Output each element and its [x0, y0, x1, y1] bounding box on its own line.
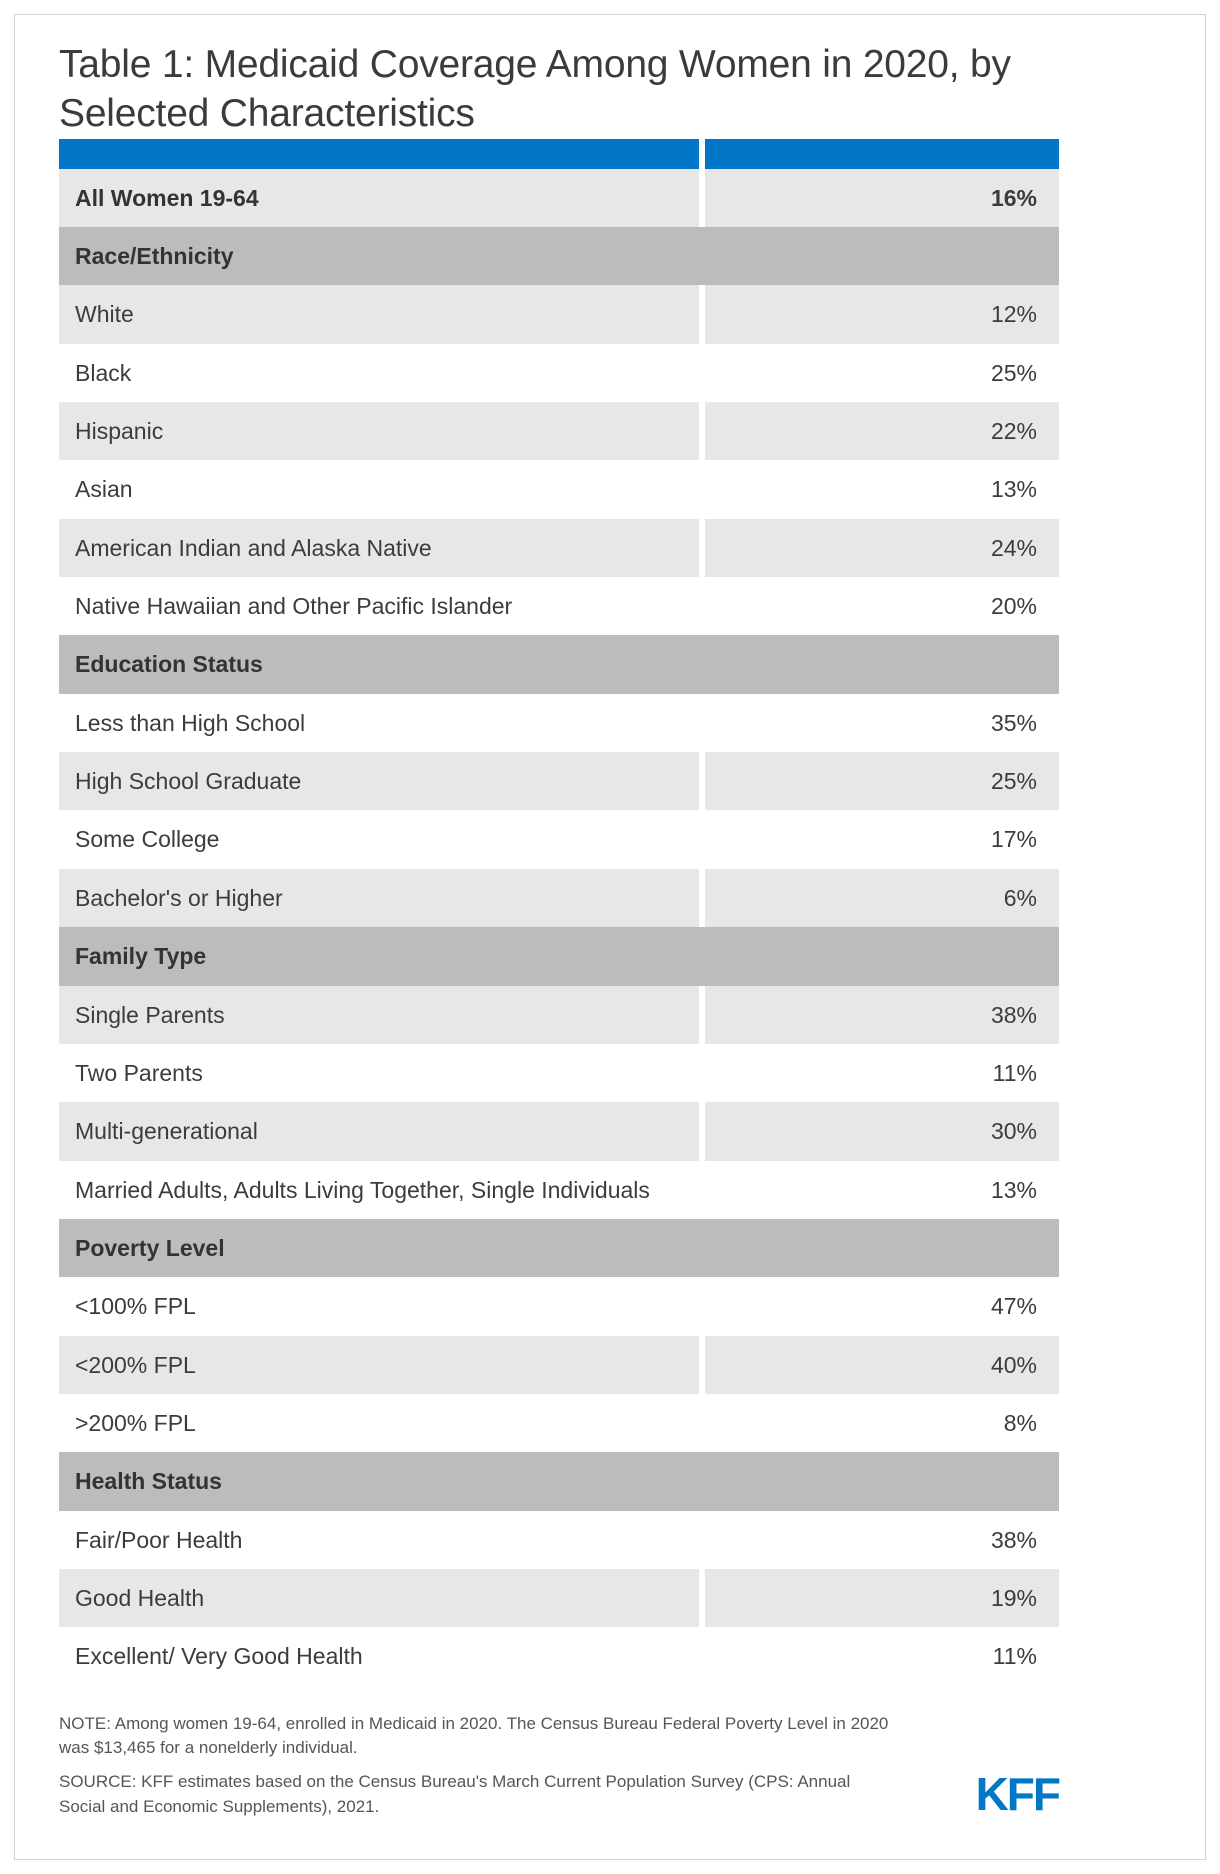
- row-label: Asian: [59, 460, 699, 518]
- table-row: [59, 460, 1059, 518]
- table-row: [59, 519, 1059, 577]
- row-value: 25%: [705, 344, 1059, 402]
- table-row: [59, 1044, 1059, 1102]
- table-row: [59, 1569, 1059, 1627]
- row-value: 17%: [705, 810, 1059, 868]
- row-label: Health Status: [59, 1452, 699, 1510]
- row-label: Good Health: [59, 1569, 699, 1627]
- row-label: Married Adults, Adults Living Together, Single Individuals: [59, 1161, 699, 1219]
- row-value: [705, 1452, 1059, 1510]
- row-value: 13%: [705, 1161, 1059, 1219]
- row-label: Hispanic: [59, 402, 699, 460]
- row-label: High School Graduate: [59, 752, 699, 810]
- table-row: [59, 577, 1059, 635]
- row-label: <200% FPL: [59, 1336, 699, 1394]
- table-section-header: [59, 635, 1059, 693]
- row-value: 40%: [705, 1336, 1059, 1394]
- row-value: 20%: [705, 577, 1059, 635]
- table-section-header: [59, 227, 1059, 285]
- row-label: Family Type: [59, 927, 699, 985]
- row-label: American Indian and Alaska Native: [59, 519, 699, 577]
- table-section-header: [59, 1219, 1059, 1277]
- table-row: [59, 169, 1059, 227]
- row-value: [705, 927, 1059, 985]
- table-row: [59, 694, 1059, 752]
- table-row: [59, 1336, 1059, 1394]
- table-row: [59, 344, 1059, 402]
- row-value: 30%: [705, 1102, 1059, 1160]
- header-label-column: [59, 139, 699, 169]
- row-label: Two Parents: [59, 1044, 699, 1102]
- row-value: 11%: [705, 1044, 1059, 1102]
- data-table: [59, 139, 1059, 1686]
- row-label: Fair/Poor Health: [59, 1511, 699, 1569]
- row-label: Education Status: [59, 635, 699, 693]
- table-row: [59, 869, 1059, 927]
- row-label: Excellent/ Very Good Health: [59, 1627, 699, 1685]
- page-title: Table 1: Medicaid Coverage Among Women in 2020, by Selected Characteristics: [59, 43, 1011, 135]
- row-value: 38%: [705, 986, 1059, 1044]
- row-value: 38%: [705, 1511, 1059, 1569]
- footnotes: [59, 1712, 899, 1820]
- row-label: Race/Ethnicity: [59, 227, 699, 285]
- row-label: Less than High School: [59, 694, 699, 752]
- table-body: [59, 169, 1059, 1686]
- table-row: [59, 1627, 1059, 1685]
- table-row: [59, 1511, 1059, 1569]
- row-label: Single Parents: [59, 986, 699, 1044]
- row-value: 25%: [705, 752, 1059, 810]
- row-label: Native Hawaiian and Other Pacific Islander: [59, 577, 699, 635]
- row-label: >200% FPL: [59, 1394, 699, 1452]
- table-section-header: [59, 927, 1059, 985]
- table-section-header: [59, 1452, 1059, 1510]
- table-row: [59, 1394, 1059, 1452]
- row-label: White: [59, 285, 699, 343]
- row-label: Bachelor's or Higher: [59, 869, 699, 927]
- table-row: [59, 1161, 1059, 1219]
- row-label: <100% FPL: [59, 1277, 699, 1335]
- row-value: [705, 1219, 1059, 1277]
- row-value: 8%: [705, 1394, 1059, 1452]
- table-row: [59, 986, 1059, 1044]
- table-row: [59, 1277, 1059, 1335]
- row-label: Black: [59, 344, 699, 402]
- row-value: 35%: [705, 694, 1059, 752]
- row-value: 16%: [705, 169, 1059, 227]
- table-row: [59, 810, 1059, 868]
- row-label: Poverty Level: [59, 1219, 699, 1277]
- row-value: 6%: [705, 869, 1059, 927]
- row-value: 22%: [705, 402, 1059, 460]
- table-row: [59, 402, 1059, 460]
- row-value: [705, 227, 1059, 285]
- row-value: 13%: [705, 460, 1059, 518]
- note-text: NOTE: Among women 19-64, enrolled in Medicaid in 2020. The Census Bureau Federal Poverty Level in 2020 was $13,465 for a nonelderly individual.: [59, 1713, 889, 1758]
- row-label: Multi-generational: [59, 1102, 699, 1160]
- row-value: 12%: [705, 285, 1059, 343]
- table-row: [59, 1102, 1059, 1160]
- row-value: 47%: [705, 1277, 1059, 1335]
- header-value-column: [705, 139, 1059, 169]
- kff-logo: KFF: [975, 1768, 1059, 1821]
- source-text: SOURCE: KFF estimates based on the Census Bureau's March Current Population Survey (CPS: Annual Social and Economic Supplements), 2021.: [59, 1772, 851, 1816]
- row-value: 24%: [705, 519, 1059, 577]
- table-footer: [59, 1712, 1059, 1820]
- table-header-bar: [59, 139, 1059, 169]
- row-value: 11%: [705, 1627, 1059, 1685]
- row-value: [705, 635, 1059, 693]
- row-label: All Women 19-64: [59, 169, 699, 227]
- row-value: 19%: [705, 1569, 1059, 1627]
- table-row: [59, 285, 1059, 343]
- table-row: [59, 752, 1059, 810]
- table-frame: [14, 14, 1206, 1860]
- row-label: Some College: [59, 810, 699, 868]
